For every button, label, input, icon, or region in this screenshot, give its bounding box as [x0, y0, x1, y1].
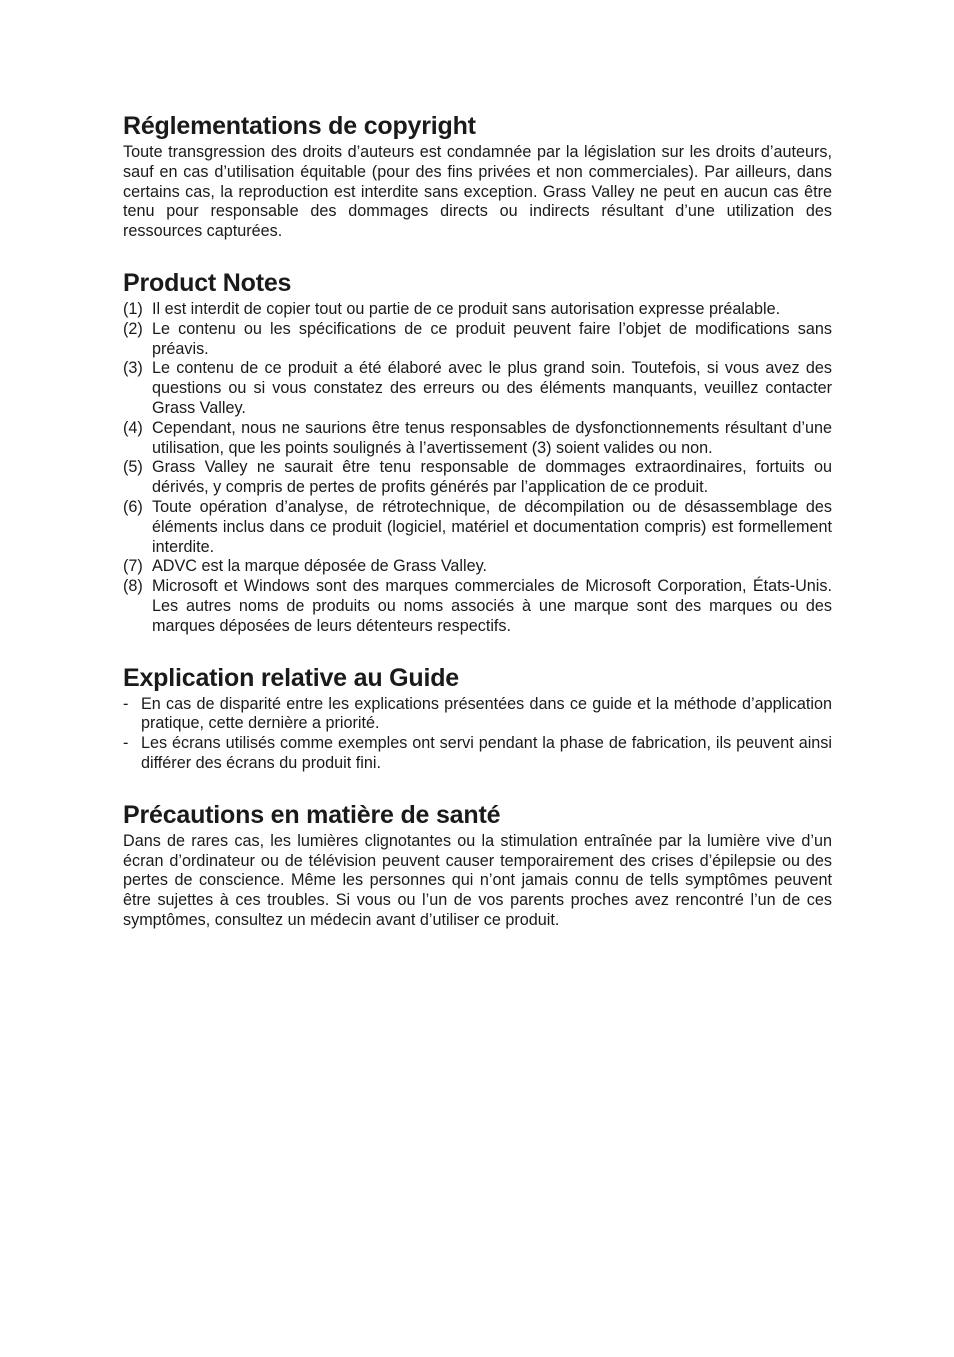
copyright-section	[123, 111, 832, 242]
list-item	[123, 695, 832, 735]
list-item-dash: -	[123, 694, 129, 713]
list-item	[123, 577, 832, 636]
list-item	[123, 734, 832, 774]
product-notes-section	[123, 268, 832, 637]
health-section	[123, 800, 832, 931]
list-item-dash: -	[123, 734, 129, 753]
list-item-text: Cependant, nous ne saurions être tenus responsables de dysfonctionnements résultant d’une utilisation, que les points soulignés à l’avertissement (3) soient valides ou non.	[152, 418, 832, 457]
list-item-text: Le contenu ou les spécifications de ce produit peuvent faire l’objet de modifications sans préavis.	[152, 319, 832, 358]
list-item-number: (4)	[123, 418, 143, 437]
product-notes-list	[123, 300, 832, 637]
list-item-number: (3)	[123, 359, 143, 378]
list-item-text: En cas de disparité entre les explications présentées dans ce guide et la méthode d’application pratique, cette dernière a priorité.	[141, 694, 832, 733]
list-item-text: Les écrans utilisés comme exemples ont servi pendant la phase de fabrication, ils peuvent ainsi différer des écrans du produit fini.	[141, 734, 832, 772]
list-item-text: ADVC est la marque déposée de Grass Valley.	[152, 557, 488, 576]
list-item	[123, 458, 832, 498]
guide-list	[123, 695, 832, 774]
list-item-text: Toute opération d’analyse, de rétrotechnique, de décompilation ou de désassemblage des éléments inclus dans ce produit (logiciel, matériel et documentation compris) est formellement interdite.	[152, 497, 832, 556]
list-item-number: (5)	[123, 458, 143, 477]
guide-section	[123, 663, 832, 774]
list-item	[123, 320, 832, 360]
list-item	[123, 419, 832, 459]
health-heading: Précautions en matière de santé	[123, 800, 501, 829]
list-item	[123, 498, 832, 557]
list-item-text: Grass Valley ne saurait être tenu responsable de dommages extraordinaires, fortuits ou dérivés, y compris de pertes de profits générés par l’application de ce produit.	[152, 458, 832, 497]
list-item	[123, 300, 832, 320]
list-item-number: (6)	[123, 497, 143, 516]
list-item	[123, 557, 832, 577]
product-notes-heading: Product Notes	[123, 268, 292, 297]
list-item-text: Le contenu de ce produit a été élaboré avec le plus grand soin. Toutefois, si vous avez des questions ou si vous constatez des erreurs ou des éléments manquants, veuillez contacter Grass Valley.	[152, 359, 832, 417]
list-item-number: (2)	[123, 319, 143, 338]
guide-heading: Explication relative au Guide	[123, 663, 459, 692]
list-item-text: Microsoft et Windows sont des marques commerciales de Microsoft Corporation, États-Unis. Les autres noms de produits ou noms associés à une marque sont des marques ou des marques déposées de leurs détenteurs respectifs.	[152, 577, 832, 635]
list-item-text: Il est interdit de copier tout ou partie de ce produit sans autorisation expresse préalable.	[152, 299, 781, 318]
list-item-number: (8)	[123, 577, 143, 596]
list-item-number: (7)	[123, 557, 143, 576]
copyright-heading: Réglementations de copyright	[123, 112, 476, 140]
health-paragraph: Dans de rares cas, les lumières clignotantes ou la stimulation entraînée par la lumière vive d’un écran d’ordinateur ou de télévision peuvent causer temporairement des crises d’épilepsie ou des pertes de conscience. Même les personnes qui n’ont jamais connu de tells symptômes peuvent être sujettes à ces troubles. Si vous ou l’un de vos parents proches avez rencontré l’un de ces symptômes, consultez un médecin avant d’utiliser ce produit.	[123, 831, 832, 929]
document-page	[123, 111, 832, 957]
copyright-paragraph: Toute transgression des droits d’auteurs est condamnée par la législation sur les droits d’auteurs, sauf en cas d’utilisation équitable (pour des fins privées et non commerciales). Par ailleurs, dans certains cas, la reproduction est interdite sans exception. Grass Valley ne peut en aucun cas être tenu pour responsable des dommages directs ou indirects résultant d’une utilization des ressources capturées.	[123, 143, 832, 241]
list-item-number: (1)	[123, 299, 143, 318]
list-item	[123, 359, 832, 418]
